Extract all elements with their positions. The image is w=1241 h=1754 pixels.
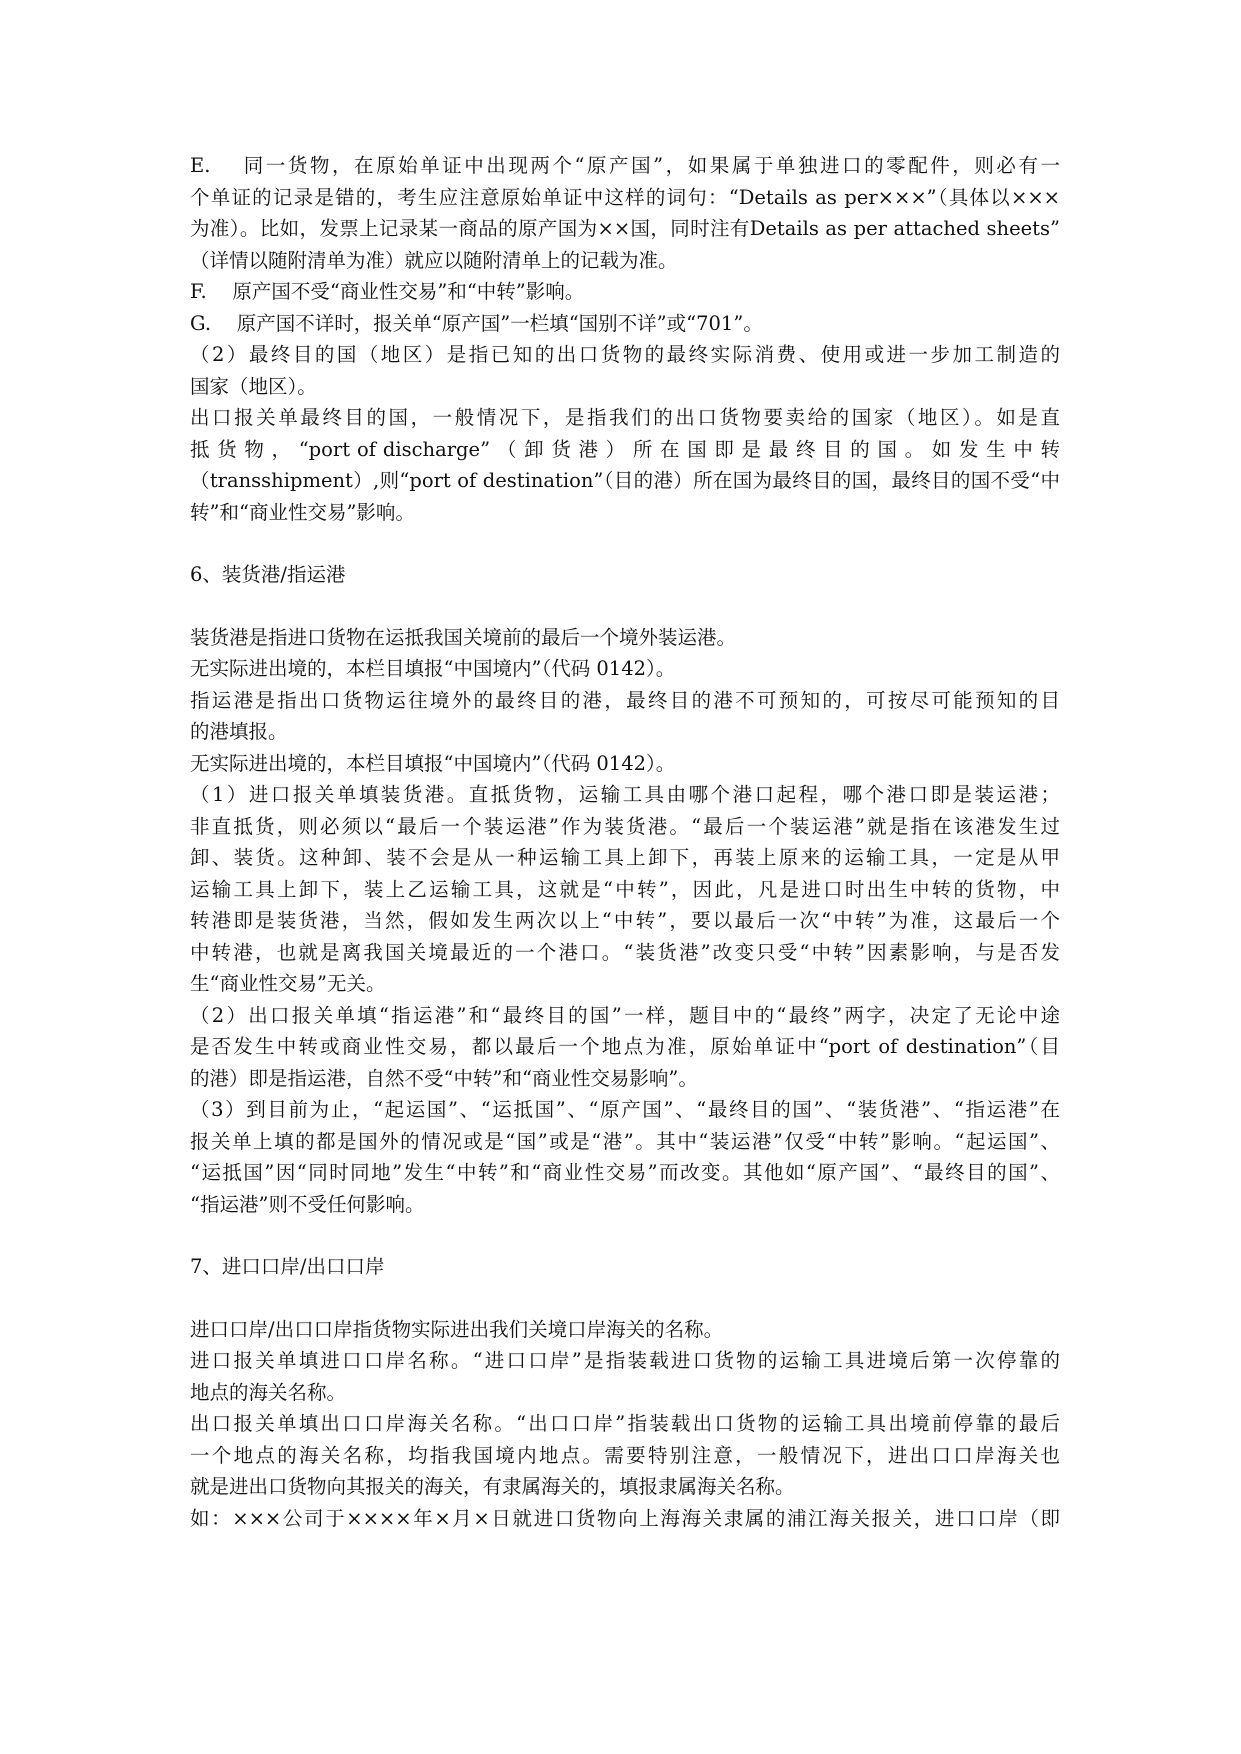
text-line: 就是进出口货物向其报关的海关，有隶属海关的，填报隶属海关名称。: [190, 1475, 795, 1498]
text-line: 无实际进出境的，本栏目填报“中国境内”（代码 0142）。: [190, 751, 676, 775]
text-line: 指运港是指出口货物运往境外的最终目的港，最终目的港不可预知的，可按尽可能预知的目: [190, 688, 1060, 712]
text-line: 出口报关单填出口口岸海关名称。“出口口岸”指装载出口货物的运输工具出境前停靠的最后: [190, 1412, 1060, 1435]
text-line: 如：×××公司于××××年×月×日就进口货物向上海海关隶属的浦江海关报关，进口口岸（即: [190, 1506, 1060, 1530]
text-line: “运抵国”因“同时同地”发生“中转”和“商业性交易”而改变。其他如“原产国”、“最终目的国”、: [190, 1161, 1060, 1184]
text-line: 为准）。比如，发票上记录某一商品的原产国为××国，同时注有Details as per attached sheets”: [190, 217, 1060, 240]
text-line: 的港填报。: [190, 720, 288, 743]
text-line: 抵 货 物 ， “port of discharge” （ 卸 货 港 ） 所 在 国 即 是 最 终 目 的 国 。 如 发 生 中 转: [190, 437, 1060, 461]
text-line: 非直抵货，则必须以“最后一个装运港”作为装货港。“最后一个装运港”就是指在该港发生过: [190, 814, 1060, 838]
text-line: 是否发生中转或商业性交易，都以最后一个地点为准，原始单证中“port of destination”（目: [190, 1035, 1060, 1058]
text-line: （2）出口报关单填“指运港”和“最终目的国”一样，题目中的“最终”两字，决定了无论中途: [190, 1003, 1060, 1027]
text-line: （1）进口报关单填装货港。直抵货物，运输工具由哪个港口起程，哪个港口即是装运港；: [190, 783, 1060, 806]
paragraph-gap: [190, 591, 1060, 622]
text-line: 中转港，也就是离我国关境最近的一个港口。“装货港”改变只受“中转”因素影响，与是否发: [190, 940, 1060, 964]
section-heading: 7、进口口岸/出口口岸: [190, 1255, 385, 1278]
text-line: （3）到目前为止，“起运国”、“运抵国”、“原产国”、“最终目的国”、“装货港”、“指运港”在: [190, 1098, 1060, 1121]
text-line: 生“商业性交易”无关。: [190, 972, 386, 995]
paragraph-gap: [190, 528, 1060, 559]
text-line: 个单证的记录是错的，考生应注意原始单证中这样的词句：“Details as per×××”（具体以×××: [190, 185, 1060, 209]
text-line: 运输工具上卸下，装上乙运输工具，这就是“中转”，因此，凡是进口时出生中转的货物，中: [190, 877, 1060, 901]
text-line: 国家（地区）。: [190, 374, 317, 398]
text-line: 转港即是装货港，当然，假如发生两次以上“中转”，要以最后一次“中转”为准，这最后一个: [190, 909, 1060, 932]
text-line: 的港）即是指运港，自然不受“中转”和“商业性交易影响”。: [190, 1066, 698, 1090]
text-line: 卸、装货。这种卸、装不会是从一种运输工具上卸下，再装上原来的运输工具，一定是从甲: [190, 846, 1060, 869]
text-line: 进口口岸/出口口岸指货物实际进出我们关境口岸海关的名称。: [190, 1317, 724, 1341]
text-line: （transshipment）,则“port of destination”（目的港）所在国为最终目的国，最终目的国不受“中: [190, 469, 1060, 492]
text-line: 无实际进出境的，本栏目填报“中国境内”（代码 0142）。: [190, 657, 676, 680]
text-line: “指运港”则不受任何影响。: [190, 1192, 425, 1216]
text-line: 转”和“商业性交易”影响。: [190, 500, 415, 524]
text-line: 报关单上填的都是国外的情况或是“国”或是“港”。其中“装运港”仅受“中转”影响。“起运国”、: [190, 1129, 1060, 1153]
text-line: 出口报关单最终目的国，一般情况下，是指我们的出口货物要卖给的国家（地区）。如是直: [190, 406, 1060, 429]
paragraph-gap: [190, 1283, 1060, 1314]
text-line: 进口报关单填进口口岸名称。“进口口岸”是指装载进口货物的运输工具进境后第一次停靠的: [190, 1349, 1060, 1372]
paragraph-gap: [190, 1220, 1060, 1251]
text-line: F. 原产国不受“商业性交易”和“中转”影响。: [190, 280, 585, 303]
text-line: （详情以随附清单为准）就应以随附清单上的记载为准。: [190, 248, 678, 272]
text-line: E. 同一货物，在原始单证中出现两个“原产国”，如果属于单独进口的零配件，则必有一: [190, 154, 1060, 177]
text-line: 装货港是指进口货物在运抵我国关境前的最后一个境外装运港。: [190, 625, 737, 649]
text-line: G. 原产国不详时，报关单“原产国”一栏填“国别不详”或“701”。: [190, 311, 763, 335]
text-line: 一个地点的海关名称，均指我国境内地点。需要特别注意，一般情况下，进出口口岸海关也: [190, 1443, 1060, 1467]
text-line: （2）最终目的国（地区）是指已知的出口货物的最终实际消费、使用或进一步加工制造的: [190, 343, 1060, 366]
text-line: 地点的海关名称。: [190, 1380, 347, 1404]
section-heading: 6、装货港/指运港: [190, 563, 346, 586]
document-page: [190, 150, 1060, 1534]
